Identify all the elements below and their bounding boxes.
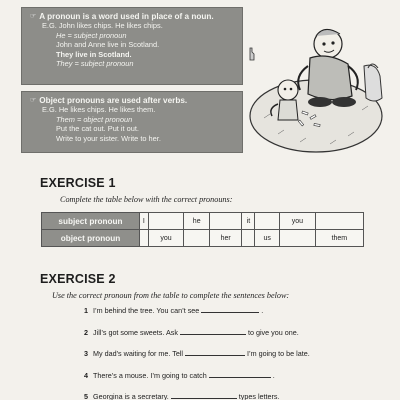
- example-line: Put the cat out. Put it out.: [56, 124, 139, 134]
- row-label: subject pronoun: [42, 213, 140, 230]
- example-line: He = subject pronoun: [56, 30, 127, 40]
- answer-blank[interactable]: [185, 349, 245, 356]
- pronoun-rule-text: A pronoun is a word used in place of a noun.: [39, 12, 214, 21]
- table-cell[interactable]: [184, 230, 210, 247]
- sentence-text: .: [272, 370, 275, 380]
- answer-blank[interactable]: [171, 392, 237, 399]
- sentence-text: Jill’s got some sweets. Ask: [93, 327, 178, 337]
- table-cell[interactable]: it: [242, 213, 255, 230]
- table-cell[interactable]: [148, 213, 184, 230]
- table-cell[interactable]: us: [255, 230, 279, 247]
- sentence-text: Georgina is a secretary.: [93, 392, 169, 400]
- object-rule-title: [30, 96, 236, 105]
- answer-blank[interactable]: [180, 328, 246, 335]
- sentence-text: There’s a mouse. I’m going to catch: [93, 370, 207, 380]
- table-cell[interactable]: I: [140, 213, 149, 230]
- table-row: [42, 230, 364, 247]
- pointing-hand-icon: ☞: [30, 97, 37, 104]
- pronoun-rule-title: [30, 12, 236, 21]
- table-cell[interactable]: her: [210, 230, 242, 247]
- sentence-item: [84, 371, 384, 393]
- sentence-text: I’m going to be late.: [247, 349, 310, 358]
- table-cell[interactable]: [210, 213, 242, 230]
- exercise-2-instruction: Use the correct pronoun from the table to complete the sentences below:: [52, 291, 290, 300]
- sentence-item: [84, 392, 384, 400]
- pronoun-table: [41, 212, 364, 247]
- row-label: object pronoun: [42, 230, 140, 247]
- pointing-hand-icon: ☞: [30, 13, 37, 20]
- table-cell[interactable]: them: [315, 230, 363, 247]
- example-line: They live in Scotland.: [56, 49, 132, 59]
- exercise-1-heading: EXERCISE 1: [40, 176, 116, 190]
- sentence-item: [84, 328, 384, 350]
- sentence-item: [84, 306, 384, 328]
- example-line: John and Anne live in Scotland.: [56, 40, 160, 50]
- table-cell[interactable]: [140, 230, 149, 247]
- sentence-number: 5: [84, 392, 88, 400]
- table-cell[interactable]: [315, 213, 363, 230]
- sentence-text: to give you one.: [247, 327, 299, 337]
- cartoon-illustration: [244, 6, 384, 156]
- table-cell[interactable]: [242, 230, 255, 247]
- answer-blank[interactable]: [201, 306, 259, 313]
- example-line: E.G. He likes chips. He likes them.: [42, 105, 156, 115]
- example-line: Write to your sister. Write to her.: [56, 133, 161, 143]
- exercise-1-instruction: Complete the table below with the correct pronouns:: [60, 195, 233, 204]
- exercise-2-heading: EXERCISE 2: [40, 272, 116, 286]
- object-pronoun-rule-box: [21, 91, 243, 153]
- table-cell[interactable]: you: [279, 213, 315, 230]
- table-cell[interactable]: he: [184, 213, 210, 230]
- table-cell[interactable]: you: [148, 230, 184, 247]
- example-line: E.G. John likes chips. He likes chips.: [42, 21, 163, 31]
- sentence-list: [84, 306, 384, 400]
- sentence-text: My dad’s waiting for me. Tell: [93, 349, 184, 358]
- object-rule-text: Object pronouns are used after verbs.: [39, 96, 188, 105]
- sentence-text: I’m behind the tree. You can’t see: [93, 306, 200, 315]
- example-line: Them = object pronoun: [56, 114, 133, 124]
- sentence-number: 4: [84, 370, 88, 380]
- example-line: They = subject pronoun: [56, 59, 134, 69]
- sentence-item: [84, 349, 384, 371]
- sentence-number: 3: [84, 349, 88, 358]
- table-cell[interactable]: [279, 230, 315, 247]
- sentence-text: .: [261, 306, 264, 315]
- table-row: [42, 213, 364, 230]
- answer-blank[interactable]: [209, 371, 271, 378]
- table-cell[interactable]: [255, 213, 279, 230]
- sentence-number: 2: [84, 327, 88, 337]
- sentence-number: 1: [84, 306, 88, 315]
- pronoun-rule-box: [21, 7, 243, 85]
- sentence-text: types letters.: [238, 392, 280, 400]
